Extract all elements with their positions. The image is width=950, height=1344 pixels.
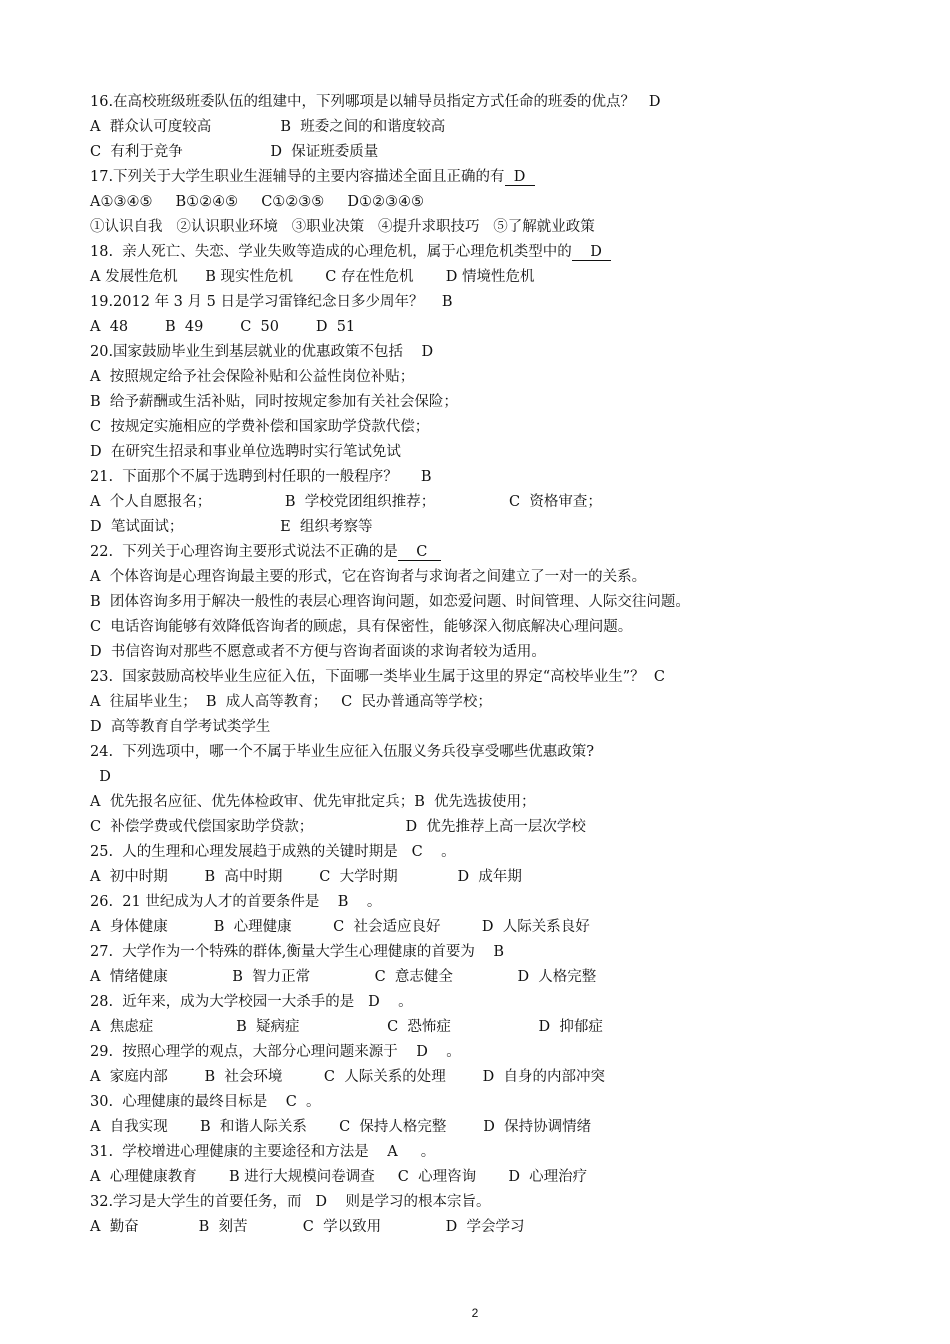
q23-options-abc: A 往届毕业生； B 成人高等教育； C 民办普通高等学校；: [90, 694, 492, 710]
q28-options: A 焦虑症 B 疑病症 C 恐怖症 D 抑郁症: [90, 1019, 603, 1035]
q30-line: 30. 心理健康的最终目标是 C 。: [90, 1094, 321, 1110]
q20-option-d: D 在研究生招录和事业单位选聘时实行笔试免试: [90, 444, 401, 460]
q29-line: 29. 按照心理学的观点，大部分心理问题来源于 D 。: [90, 1044, 461, 1060]
q19-line: 19.2012 年 3 月 5 日是学习雷锋纪念日多少周年？ B: [90, 294, 453, 310]
q29-options: A 家庭内部 B 社会环境 C 人际关系的处理 D 自身的内部冲突: [90, 1069, 605, 1085]
q25-options: A 初中时期 B 高中时期 C 大学时期 D 成年期: [90, 869, 522, 885]
q31-options: A 心理健康教育 B 进行大规模问卷调查 C 心理咨询 D 心理治疗: [90, 1169, 588, 1185]
q18-options: A 发展性危机 B 现实性危机 C 存在性危机 D 情境性危机: [90, 269, 535, 285]
q24-line: 24. 下列选项中，哪一个不属于毕业生应征入伍服义务兵役享受哪些优惠政策?: [90, 744, 595, 760]
q28-line: 28. 近年来，成为大学校园一大杀手的是 D 。: [90, 994, 413, 1010]
q22-option-a: A 个体咨询是心理咨询最主要的形式，它在咨询者与求询者之间建立了一对一的关系。: [90, 569, 647, 585]
page-number: 2: [471, 1306, 479, 1320]
answer-blank: D: [504, 169, 535, 185]
q22-option-b: B 团体咨询多用于解决一般性的表层心理咨询问题，如恋爱问题、时间管理、人际交往问题。: [90, 594, 690, 610]
q32-options: A 勤奋 B 刻苦 C 学以致用 D 学会学习: [90, 1219, 525, 1235]
q16-options-cd: C 有利于竞争 D 保证班委质量: [90, 144, 379, 160]
q19-options: A 48 B 49 C 50 D 51: [90, 319, 356, 335]
q24-options-ab: A 优先报名应征、优先体检政审、优先审批定兵；B 优先选拔使用；: [90, 794, 536, 810]
q23-option-d: D 高等教育自学考试类学生: [90, 719, 271, 735]
q23-line: 23. 国家鼓励高校毕业生应征入伍，下面哪一类毕业生属于这里的界定“高校毕业生”？ C: [90, 669, 665, 685]
q17-line: 17.下列关于大学生职业生涯辅导的主要内容描述全面且正确的有 D: [90, 169, 535, 185]
q21-line: 21. 下面那个不属于选聘到村任职的一般程序？ B: [90, 469, 432, 485]
q17-options: A①③④⑤ B①②④⑤ C①②③⑤ D①②③④⑤: [90, 194, 424, 210]
q27-options: A 情绪健康 B 智力正常 C 意志健全 D 人格完整: [90, 969, 597, 985]
q21-options-abc: A 个人自愿报名； B 学校党团组织推荐； C 资格审查；: [90, 494, 602, 510]
q27-line: 27. 大学作为一个特殊的群体,衡量大学生心理健康的首要为 B: [90, 944, 504, 960]
q17-items: ①认识自我 ②认识职业环境 ③职业决策 ④提升求职技巧 ⑤了解就业政策: [90, 219, 595, 235]
q18-line: 18. 亲人死亡、失恋、学业失败等造成的心理危机，属于心理危机类型中的 D: [90, 244, 612, 260]
answer-blank: D: [571, 244, 612, 260]
q26-line: 26. 21 世纪成为人才的首要条件是 B 。: [90, 894, 382, 910]
q16-options-ab: A 群众认可度较高 B 班委之间的和谐度较高: [90, 119, 446, 135]
q16-line: 16.在高校班级班委队伍的组建中，下列哪项是以辅导员指定方式任命的班委的优点？ D: [90, 94, 661, 110]
q24-options-cd: C 补偿学费或代偿国家助学贷款； D 优先推荐上高一层次学校: [90, 819, 586, 835]
q22-line: 22. 下列关于心理咨询主要形式说法不正确的是 C: [90, 544, 442, 560]
q22-option-d: D 书信咨询对那些不愿意或者不方便与咨询者面谈的求询者较为适用。: [90, 644, 546, 660]
q31-line: 31. 学校增进心理健康的主要途径和方法是 A 。: [90, 1144, 436, 1160]
answer-blank: C: [397, 544, 442, 560]
q22-option-c: C 电话咨询能够有效降低咨询者的顾虑，具有保密性，能够深入彻底解决心理问题。: [90, 619, 633, 635]
q24-answer: D: [90, 769, 111, 785]
q20-option-c: C 按规定实施相应的学费补偿和国家助学贷款代偿；: [90, 419, 430, 435]
q30-options: A 自我实现 B 和谐人际关系 C 保持人格完整 D 保持协调情绪: [90, 1119, 592, 1135]
q21-options-de: D 笔试面试； E 组织考察等: [90, 519, 373, 535]
q20-option-b: B 给予薪酬或生活补贴，同时按规定参加有关社会保险；: [90, 394, 458, 410]
q20-line: 20.国家鼓励毕业生到基层就业的优惠政策不包括 D: [90, 344, 434, 360]
q20-option-a: A 按照规定给予社会保险补贴和公益性岗位补贴；: [90, 369, 415, 385]
q32-line: 32.学习是大学生的首要任务，而 D 则是学习的根本宗旨。: [90, 1194, 491, 1210]
q26-options: A 身体健康 B 心理健康 C 社会适应良好 D 人际关系良好: [90, 919, 590, 935]
q25-line: 25. 人的生理和心理发展趋于成熟的关键时期是 C 。: [90, 844, 456, 860]
